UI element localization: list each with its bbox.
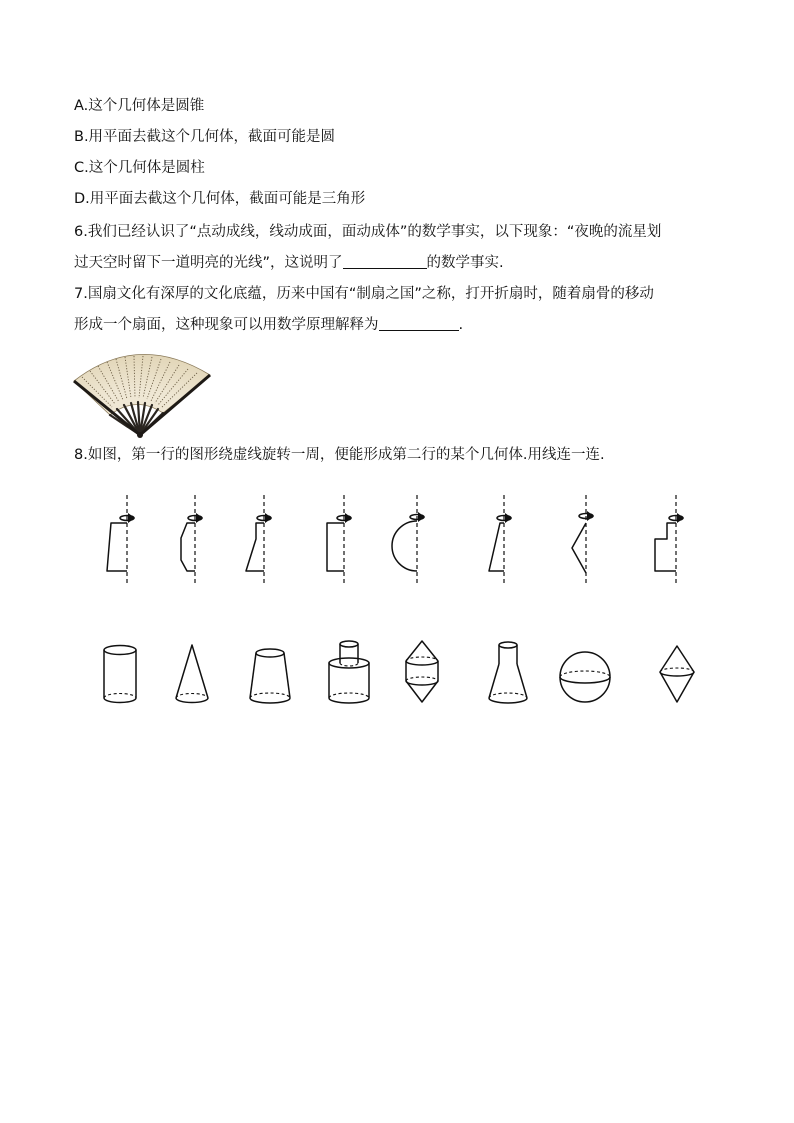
option-c: C.这个几何体是圆柱 [74,160,205,176]
solid-cone [170,640,214,710]
plane-figure-2 [175,493,215,585]
question-6-text-after: 的数学事实. [426,255,504,271]
question-6-line-2 [74,253,724,273]
option-a: A.这个几何体是圆锥 [74,98,205,114]
option-b: B.用平面去截这个几何体，截面可能是圆 [74,129,336,145]
solid-cylinder-on-frustum [483,636,533,710]
solid-stacked-cylinders [324,636,374,710]
solid-sphere [556,648,614,706]
plane-figure-6 [482,493,522,585]
question-8-text: 8.如图，第一行的图形绕虚线旋转一周，便能形成第二行的某个几何体.用线连一连. [74,447,605,463]
plane-figure-3 [240,493,280,585]
option-d: D.用平面去截这个几何体，截面可能是三角形 [74,191,366,207]
question-6-text-before: 过天空时留下一道明亮的光线”，这说明了 [74,255,343,271]
plane-figure-4 [320,493,360,585]
plane-figure-8 [648,493,688,585]
solid-cylinder [98,640,142,710]
folding-fan-image [70,343,220,443]
solid-double-cone [655,640,699,710]
question-7-line-2 [74,315,724,335]
plane-figure-5 [392,493,432,585]
plane-figure-7 [565,493,605,585]
plane-figure-1 [100,493,140,585]
question-7-text-before: 形成一个扇面，这种现象可以用数学原理解释为 [74,317,379,333]
question-7-line-1: 7.国扇文化有深厚的文化底蕴，历来中国有“制扇之国”之称，打开折扇时，随着扇骨的移动 [74,286,654,302]
question-7-answer-blank[interactable] [379,315,459,331]
solid-frustum [245,640,295,710]
question-7-text-after: . [458,317,464,333]
solid-cone-cylinder-cone [400,636,444,710]
question-6-answer-blank[interactable] [343,253,427,269]
question-6-line-1: 6.我们已经认识了“点动成线，线动成面，面动成体”的数学事实，以下现象：“夜晚的流星划 [74,224,662,240]
